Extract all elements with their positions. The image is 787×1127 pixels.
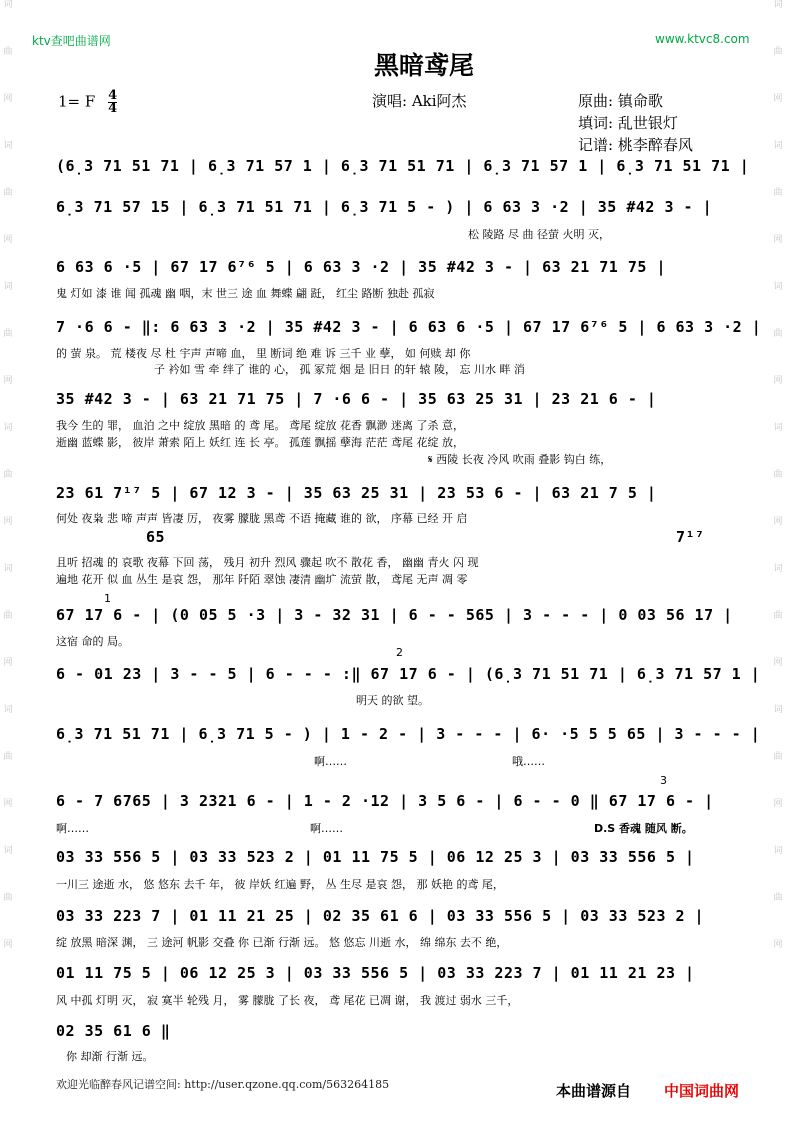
- watermark-char: 网: [3, 799, 13, 809]
- lyric-line-14: 你 却渐 行渐 远。: [66, 1050, 154, 1063]
- watermark-char: 网: [773, 658, 783, 668]
- singer: 演唱: Aki阿杰: [372, 92, 467, 110]
- score-line-6: 23 61 7¹⁷ 5 | 67 12 3 - | 35 63 25 31 | 23 53 6 - | 63 21 7 5 |: [56, 484, 657, 502]
- watermark-char: 词: [3, 564, 13, 574]
- watermark-char: 曲: [3, 893, 13, 903]
- time-top: 4: [108, 88, 118, 103]
- lyric-line-8: 明天 的欲 望。: [356, 694, 429, 707]
- lyric-line-11: 一川三 途逝 水， 悠 悠东 去千 年， 彼 岸妖 红遍 野， 丛 生尽 是哀 怨， 那 妖艳 的鸢 尾，: [56, 878, 504, 891]
- key-label: 1= F: [58, 92, 96, 111]
- watermark-char: 网: [3, 658, 13, 668]
- watermark-char: 曲: [773, 47, 783, 57]
- watermark-char: 词: [773, 705, 783, 715]
- score-line-10: 6 - 7 6765 | 3 2321 6 - | 1 - 2 ·12 | 3 5 6 - | 6 - - 0 ‖ 67 17 6 - |: [56, 792, 714, 810]
- score-line-11: 03 33 556 5 | 03 33 523 2 | 01 11 75 5 | 06 12 25 3 | 03 33 556 5 |: [56, 848, 695, 866]
- score-line-1: (6̣3 71 51 71 | 6̣3 71 57 1 | 6̣3 71 51 71 | 6̣3 71 57 1 | 6̣3 71 51 71 |: [56, 157, 750, 175]
- score-line-7: 67 17 6 - | (0 05 5 ·3 | 3 - 32 31 | 6 - - 565 | 3 - - - | 0 03 56 17 |: [56, 606, 733, 624]
- watermark-char: 网: [773, 940, 783, 950]
- watermark-char: 词: [773, 423, 783, 433]
- score-line-8: 6 - 01 23 | 3 - - 5 | 6 - - - :‖ 67 17 6 - | (6̣3 71 51 71 | 6̣3 71 57 1 |: [56, 665, 761, 683]
- score-line-5: 35 #42 3 - | 63 21 71 75 | 7 ·6 6 - | 35 63 25 31 | 23 21 6 - |: [56, 390, 657, 408]
- lyric-line-5a: 我今 生的 罪， 血泊 之中 绽放 黑暗 的 鸢 尾。 鸢尾 绽放 花香 飘渺 迷离 了杀 意，: [56, 419, 464, 432]
- lyric-line-3: 鬼 灯如 漆 谁 闻 孤魂 幽 咽，末 世三 途 血 舞蝶 翩 跹， 红尘 路断 独赴 孤寂: [56, 287, 435, 300]
- watermark-char: 词: [773, 0, 783, 10]
- lyric-line-4a: 的 萤 泉。 荒 楼夜 尽 杜 宇声 声啼 血， 里 断词 绝 难 诉 三千 业 孽， 如 何赎 却 你: [56, 347, 471, 360]
- lyric-line-5b: 逝幽 蓝蝶 影， 彼岸 萧索 陌上 妖红 连 长 亭。 孤莲 飘摇 孽海 茫茫 鸢尾 花绽 放，: [56, 436, 464, 449]
- lyric-line-5c: 𝄋 西陵 长夜 冷风 吹雨 叠影 钩白 练，: [428, 453, 612, 466]
- footer-welcome: 欢迎光临醉春风记谱空间: http://user.qzone.qq.com/563264185: [56, 1078, 390, 1091]
- score-line-4: 7 ·6 6 - ‖: 6 63 3 ·2 | 35 #42 3 - | 6 63 6 ·5 | 67 17 6⁷⁶ 5 | 6 63 3 ·2 |: [56, 318, 762, 336]
- watermark-char: 网: [3, 940, 13, 950]
- site-name-right: www.ktvc8.com: [655, 32, 750, 46]
- watermark-char: 词: [3, 423, 13, 433]
- watermark-char: 曲: [3, 752, 13, 762]
- lyric-line-10c: D.S 香魂 随风 断。: [594, 822, 693, 835]
- lyric-line-9b: 哦……: [512, 755, 545, 768]
- watermark-char: 网: [3, 517, 13, 527]
- source-site: 中国词曲网: [664, 1082, 740, 1100]
- lyric-line-6a: 何处 夜枭 悲 啼 声声 皆凄 厉， 夜雾 朦胧 黑鸢 不语 掩藏 谁的 欲， 序幕 已经 开 启: [56, 512, 468, 525]
- watermark-char: 网: [3, 94, 13, 104]
- triplet-mark: 3: [660, 774, 667, 787]
- lyric-line-6b: 且听 招魂 的 哀歌 夜幕 下回 荡， 残月 初升 烈风 骤起 吹不 散花 香， 幽幽 青火 闪 现: [56, 556, 479, 569]
- watermark-char: 词: [773, 282, 783, 292]
- watermark-char: 曲: [773, 893, 783, 903]
- time-bottom: 4: [108, 101, 118, 116]
- song-title: 黑暗鸢尾: [374, 51, 475, 80]
- lyric-line-13: 风 中孤 灯明 灭， 寂 寞半 轮残 月， 雾 朦胧 了长 夜， 鸢 尾花 已凋 谢， 我 渡过 弱水 三千，: [56, 994, 519, 1007]
- volta-1: 1: [104, 592, 111, 605]
- site-name-left: ktv查吧曲谱网: [32, 34, 111, 48]
- watermark-char: 词: [773, 141, 783, 151]
- watermark-char: 曲: [773, 752, 783, 762]
- watermark-char: 网: [773, 517, 783, 527]
- lyric-line-4b: 子 衿如 雪 牵 绊了 谁的 心， 孤 冢荒 烟 是 旧日 的轩 辕 陵， 忘 川水 畔 消: [154, 363, 525, 376]
- score-line-12: 03 33 223 7 | 01 11 21 25 | 02 35 61 6 | 03 33 556 5 | 03 33 523 2 |: [56, 907, 705, 925]
- watermark-char: 曲: [773, 470, 783, 480]
- watermark-char: 网: [773, 235, 783, 245]
- source-label: 本曲谱源自: [556, 1082, 632, 1100]
- watermark-char: 词: [3, 141, 13, 151]
- lyric-line-6c: 遍地 花开 似 血 丛生 是哀 怨， 那年 阡陌 翠蚀 凄清 幽圹 流萤 散， 鸢尾 无声 凋 零: [56, 573, 468, 586]
- score-line-13: 01 11 75 5 | 06 12 25 3 | 03 33 556 5 | 03 33 223 7 | 01 11 21 23 |: [56, 964, 695, 982]
- watermark-char: 网: [3, 376, 13, 386]
- watermark-char: 网: [773, 94, 783, 104]
- watermark-char: 网: [3, 235, 13, 245]
- watermark-char: 词: [3, 846, 13, 856]
- key-signature: [58, 90, 117, 115]
- score-line-2: 6̣3 71 57 15 | 6̣3 71 51 71 | 6̣3 71 5 - ) | 6 63 3 ·2 | 35 #42 3 - |: [56, 198, 713, 216]
- watermark-char: 词: [773, 846, 783, 856]
- lyricist: 填词: 乱世银灯: [578, 114, 678, 132]
- score-line-14: 02 35 61 6 ‖: [56, 1022, 171, 1040]
- watermark-char: 词: [3, 0, 13, 10]
- watermark-char: 曲: [773, 329, 783, 339]
- alt-notes-7: 7¹⁷: [676, 528, 705, 546]
- lyric-line-10b: 啊……: [310, 822, 343, 835]
- watermark-char: 词: [3, 282, 13, 292]
- watermark-char: 网: [773, 799, 783, 809]
- left-watermark: [2, 0, 14, 1127]
- score-line-9: 6̣3 71 51 71 | 6̣3 71 5 - ) | 1 - 2 - | 3 - - - | 6· ·5 5 5 65 | 3 - - - |: [56, 725, 761, 743]
- watermark-char: 曲: [773, 188, 783, 198]
- lyric-line-7: 这宿 命的 局。: [56, 635, 129, 648]
- watermark-char: 曲: [3, 47, 13, 57]
- lyric-line-9a: 啊……: [314, 755, 347, 768]
- lyric-line-12: 绽 放黑 暗深 渊， 三 途河 帆影 交叠 你 已渐 行渐 远。 悠 悠忘 川逝 水， 绵 绵东 去不 绝，: [56, 936, 508, 949]
- watermark-char: 曲: [3, 611, 13, 621]
- watermark-char: 曲: [773, 611, 783, 621]
- alt-notes-65: 65: [146, 528, 166, 546]
- volta-2: 2: [396, 646, 403, 659]
- watermark-char: 网: [773, 376, 783, 386]
- time-signature: [108, 90, 117, 115]
- transcriber: 记谱: 桃李醉春风: [578, 136, 693, 154]
- watermark-char: 曲: [3, 329, 13, 339]
- watermark-char: 曲: [3, 470, 13, 480]
- right-watermark: [772, 0, 784, 1127]
- original-composer: 原曲: 镇命歌: [578, 92, 663, 110]
- watermark-char: 曲: [3, 188, 13, 198]
- watermark-char: 词: [773, 564, 783, 574]
- watermark-char: 词: [3, 705, 13, 715]
- lyric-line-2: 松 陵路 尽 曲 径萤 火明 灭，: [468, 228, 610, 241]
- lyric-line-10a: 啊……: [56, 822, 89, 835]
- score-line-3: 6 63 6 ·5 | 67 17 6⁷⁶ 5 | 6 63 3 ·2 | 35 #42 3 - | 63 21 71 75 |: [56, 258, 666, 276]
